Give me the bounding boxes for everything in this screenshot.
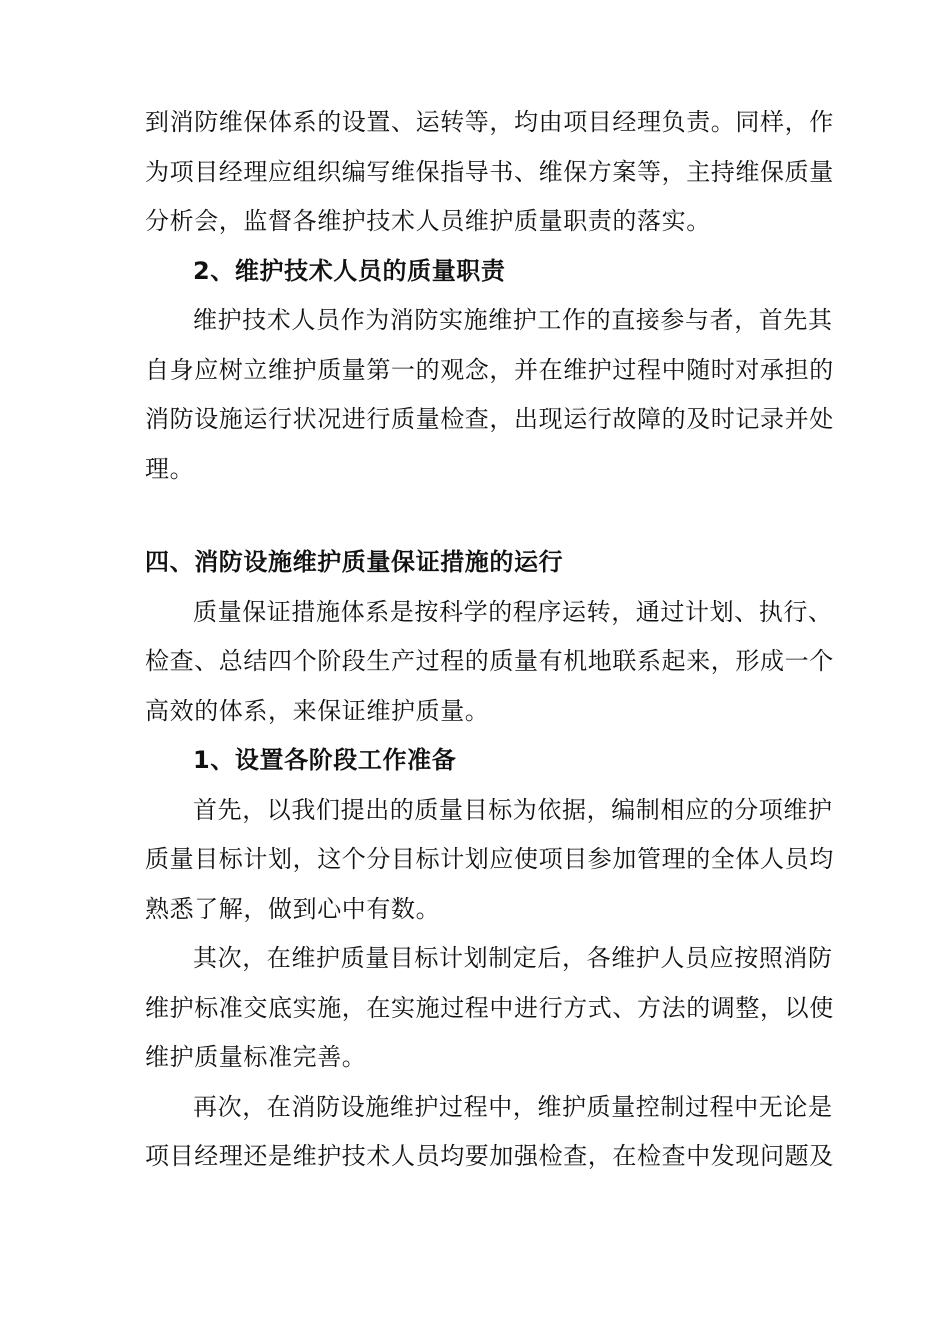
paragraph-second	[145, 934, 834, 1083]
document-body	[145, 98, 834, 1182]
text-line: 理。	[145, 454, 195, 483]
text-line: 熟悉了解，做到心中有数。	[145, 894, 441, 923]
text-line: 高效的体系，来保证维护质量。	[145, 696, 490, 725]
text-line: 首先，以我们提出的质量目标为依据，编制相应的分项维护	[193, 795, 833, 824]
text-line: 再次，在消防设施维护过程中，维护质量控制过程中无论是	[193, 1092, 833, 1121]
text-line: 检查、总结四个阶段生产过程的质量有机地联系起来，形成一个	[145, 647, 834, 675]
text-line: 维护技术人员作为消防实施维护工作的直接参与者，首先其	[193, 306, 833, 334]
text-line: 维护标准交底实施，在实施过程中进行方式、方法的调整，以使	[145, 993, 834, 1022]
text-line: 到消防维保体系的设置、运转等，均由项目经理负责。同样，作	[145, 108, 834, 136]
text-line: 维护质量标准完善。	[145, 1043, 367, 1071]
paragraph-technician-duties	[145, 296, 834, 494]
paragraph-third	[145, 1083, 834, 1182]
text-line: 质量保证措施体系是按科学的程序运转，通过计划、执行、	[193, 597, 833, 626]
text-line: 项目经理还是维护技术人员均要加强检查，在检查中发现问题及	[145, 1142, 834, 1170]
subheading-stage-preparation: 1、设置各阶段工作准备	[193, 746, 457, 774]
paragraph-quality-system	[145, 588, 834, 737]
text-line: 自身应树立维护质量第一的观念，并在维护过程中随时对承担的	[145, 355, 834, 384]
section-spacer	[145, 494, 817, 538]
text-line: 质量目标计划，这个分目标计划应使项目参加管理的全体人员均	[145, 845, 834, 873]
subheading-technician-duties: 2、维护技术人员的质量职责	[193, 256, 506, 285]
text-line: 消防设施运行状况进行质量检查，出现运行故障的及时记录并处	[145, 405, 834, 433]
paragraph-project-manager-duties	[145, 98, 834, 247]
text-line: 为项目经理应组织编写维保指导书、维保方案等，主持维保质量	[145, 157, 834, 186]
text-line: 分析会，监督各维护技术人员维护质量职责的落实。	[145, 207, 711, 235]
text-line: 其次，在维护质量目标计划制定后，各维护人员应按照消防	[193, 944, 833, 972]
paragraph-first	[145, 786, 834, 935]
section-heading-quality-operation: 四、消防设施维护质量保证措施的运行	[145, 548, 564, 576]
